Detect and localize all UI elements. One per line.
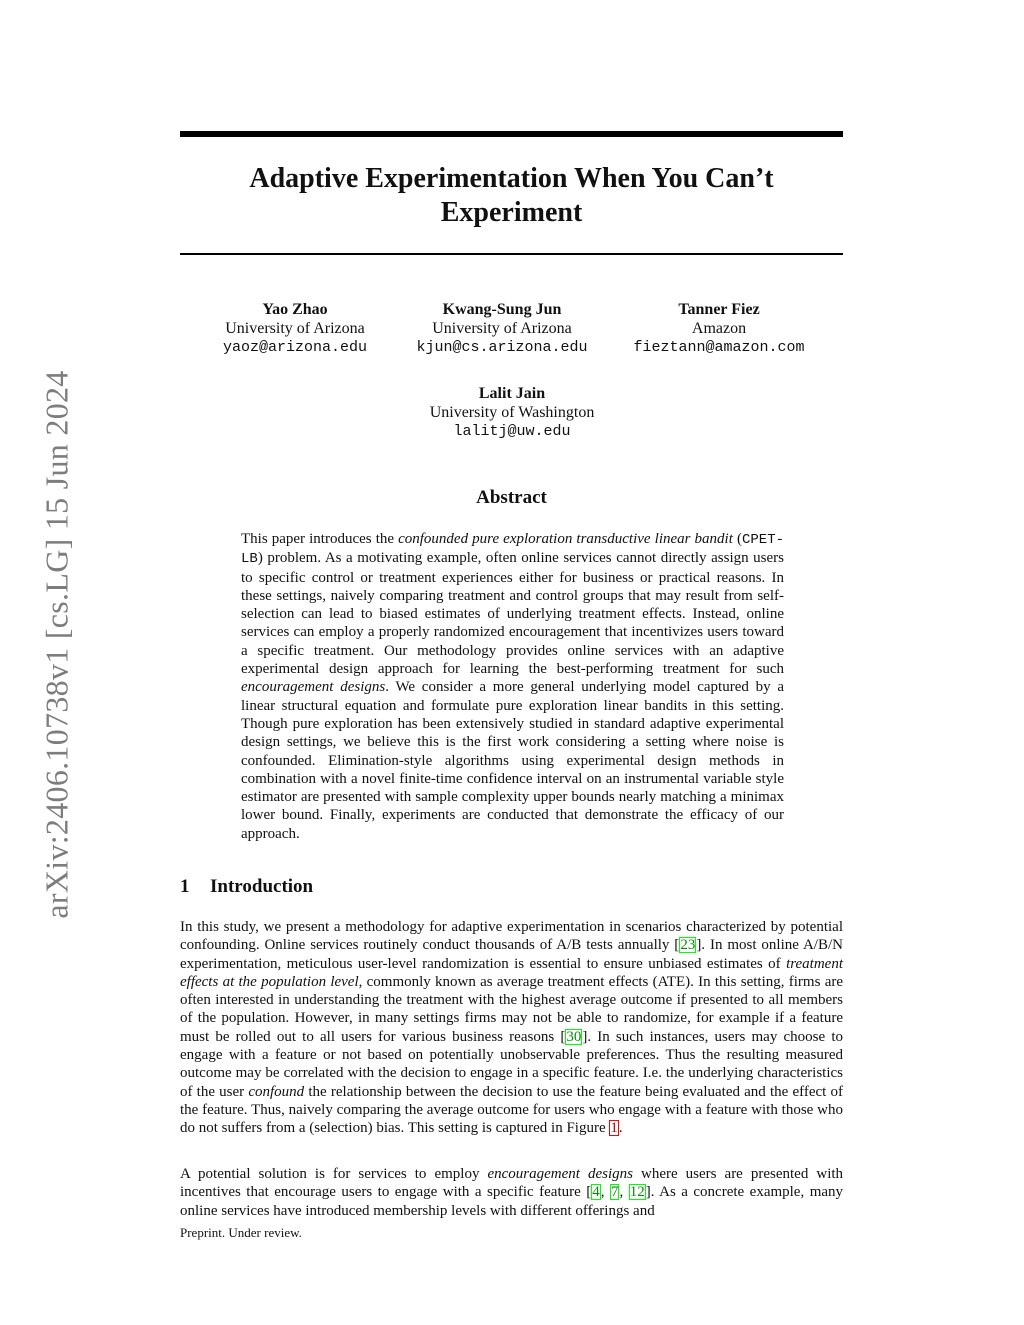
author-email[interactable]: lalitj@uw.edu [453, 423, 571, 440]
intro-paragraph-2: A potential solution is for services to employ encouragement designs where users are presented with incentives that encourage users to engage with a specific feature [4, 7, 12]. As a concrete example, many online services have introduced membership levels with different offerings and [180, 1166, 844, 1219]
intro-paragraph-1: In this study, we present a methodology for adaptive experimentation in scenarios characterized by potential confounding. Online services routinely conduct thousands of A/B tests annually [23]. In most online A/B/N experimentation, meticulous user-level randomization is essential to ensure unbiased estimates of treatment effects at the population level, commonly known as average treatment effects (ATE). In this setting, firms are often interested in understanding the treatment with the highest average outcome if presented to all members of the population. However, in many settings firms may not be able to randomize, for example if a feature must be rolled out to all users for various business reasons [30]. In such instances, users may choose to engage with a feature or not based on potentially unobservable preferences. Thus the resulting measured outcome may be correlated with the decision to engage in a specific feature. I.e. the underlying characteristics of the user confound the relationship between the decision to use the feature being evaluated and the effect of the feature. Thus, naively comparing the average outcome for users who engage with a feature with those who do not suffers from a (selection) bias. This setting is captured in Figure 1. [180, 919, 844, 1137]
author-email[interactable]: yaoz@arizona.edu [222, 339, 368, 356]
title-top-rule [180, 131, 843, 137]
emphasis: encouragement designs [487, 1166, 633, 1182]
emphasis: encouragement designs [241, 679, 386, 696]
author-affiliation: University of Arizona [432, 320, 572, 337]
emphasis: confounded pure exploration transductive linear bandit [398, 531, 733, 547]
abstract-heading: Abstract [476, 487, 547, 508]
author-name: Lalit Jain [478, 385, 546, 402]
emphasis: treatment effects at the population level [180, 955, 843, 990]
paper-title: Adaptive Experimentation When You Can’t Experiment [249, 163, 774, 228]
author-block [392, 300, 612, 357]
citation-link[interactable]: 30 [566, 1028, 582, 1045]
section-heading [180, 876, 313, 898]
section-number: 1 [180, 876, 190, 897]
author-email[interactable]: fieztann@amazon.com [633, 339, 805, 356]
author-affiliation: Amazon [691, 320, 747, 337]
footer-note: Preprint. Under review. [180, 1225, 302, 1240]
citation-link[interactable]: 7 [610, 1184, 619, 1201]
citation-link[interactable]: 12 [629, 1184, 645, 1201]
author-affiliation: University of Washington [429, 404, 595, 421]
author-name: Yao Zhao [262, 301, 328, 318]
arxiv-sidebar-stamp [26, 348, 88, 940]
citation-link[interactable]: 4 [592, 1184, 600, 1201]
acronym: CPET-LB [241, 532, 784, 568]
figure-reference-link[interactable]: 1 [610, 1120, 618, 1137]
author-name: Tanner Fiez [678, 301, 760, 318]
author-affiliation: University of Arizona [225, 320, 365, 337]
citation-link[interactable]: 23 [680, 937, 696, 954]
arxiv-identifier: arXiv:2406.10738v1 [cs.LG] 15 Jun 2024 [38, 369, 75, 919]
author-block [402, 384, 622, 441]
abstract-text: This paper introduces the confounded pure exploration transductive linear bandit (CPET-LB) problem. As a motivating example, often online services cannot directly assign users to specific control or treatment experiences either for business or practical reasons. In these settings, naively comparing treatment and control groups that may result from self-selection can lead to biased estimates of underlying treatment effects. Instead, online services can employ a properly randomized encouragement that incentivizes users toward a specific treatment. Our methodology provides online services with an adaptive experimental design approach for learning the best-performing treatment for such encouragement designs. We consider a more general underlying model captured by a linear structural equation and formulate pure exploration linear bandits in this setting. Though pure exploration has been extensively studied in standard adaptive experimental design settings, we believe this is the first work considering a setting where noise is confounded. Elimination-style algorithms using experimental design methods in combination with a novel finite-time confidence interval on an instrumental variable style estimator are presented with sample complexity upper bounds nearly matching a minimax lower bound. Finally, experiments are conducted that demonstrate the efficacy of our approach. [241, 531, 785, 842]
author-name: Kwang-Sung Jun [442, 301, 562, 318]
author-block [614, 300, 824, 357]
author-block [195, 300, 395, 357]
author-email[interactable]: kjun@cs.arizona.edu [416, 339, 588, 356]
title-bottom-rule [180, 253, 843, 255]
emphasis: confound [248, 1083, 305, 1100]
section-title: Introduction [210, 876, 314, 897]
